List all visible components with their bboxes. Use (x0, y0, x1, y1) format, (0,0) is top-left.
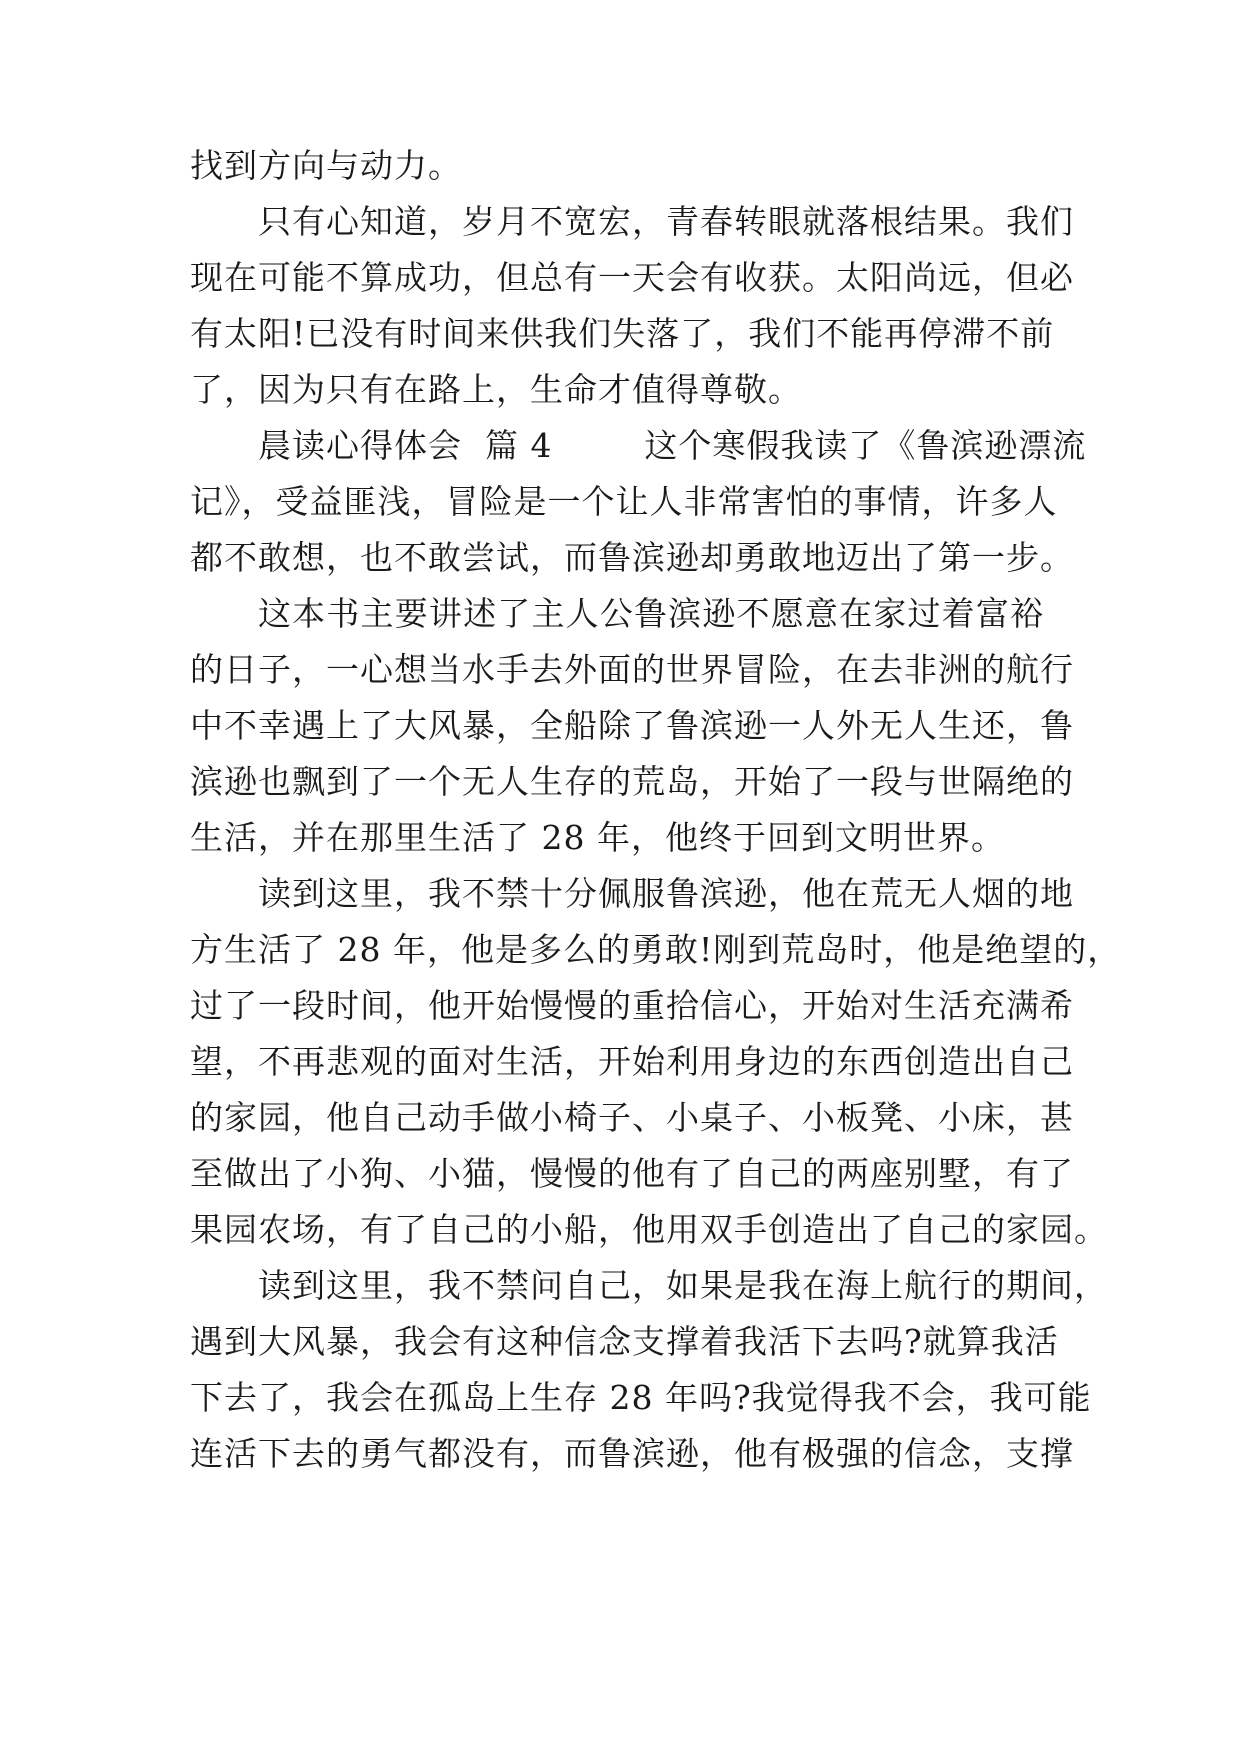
text-line: 都不敢想，也不敢尝试，而鲁滨逊却勇敢地迈出了第一步。 (190, 538, 1074, 577)
text-line: 只有心知道，岁月不宽宏，青春转眼就落根结果。我们 (258, 202, 1074, 241)
text-line: 过了一段时间，他开始慢慢的重拾信心，开始对生活充满希 (190, 986, 1074, 1025)
text-line: 连活下去的勇气都没有，而鲁滨逊，他有极强的信念，支撑 (190, 1434, 1074, 1473)
text-line: 果园农场，有了自己的小船，他用双手创造出了自己的家园。 (190, 1210, 1108, 1249)
text-line: 望，不再悲观的面对生活，开始利用身边的东西创造出自己 (190, 1042, 1074, 1081)
text-line: 的日子，一心想当水手去外面的世界冒险，在去非洲的航行 (190, 650, 1074, 689)
text-line: 了，因为只有在路上，生命才值得尊敬。 (190, 370, 802, 409)
text-line: 生活，并在那里生活了 28 年，他终于回到文明世界。 (190, 818, 1005, 857)
text-line: 至做出了小狗、小猫，慢慢的他有了自己的两座别墅，有了 (190, 1154, 1074, 1193)
text-line: 读到这里，我不禁十分佩服鲁滨逊，他在荒无人烟的地 (258, 874, 1074, 913)
text-line: 读到这里，我不禁问自己，如果是我在海上航行的期间， (258, 1266, 1108, 1305)
text-line: 中不幸遇上了大风暴，全船除了鲁滨逊一人外无人生还，鲁 (190, 706, 1074, 745)
text-line: 记》，受益匪浅，冒险是一个让人非常害怕的事情，许多人 (190, 482, 1058, 521)
text-line: 遇到大风暴，我会有这种信念支撑着我活下去吗?就算我活 (190, 1322, 1059, 1361)
text-line: 的家园，他自己动手做小椅子、小桌子、小板凳、小床，甚 (190, 1098, 1074, 1137)
section-heading-line: 晨读心得体会 篇 4 这个寒假我读了《鲁滨逊漂流 (258, 426, 1087, 465)
text-line: 现在可能不算成功，但总有一天会有收获。太阳尚远，但必 (190, 258, 1074, 297)
text-line: 有太阳!已没有时间来供我们失落了，我们不能再停滞不前 (190, 314, 1055, 353)
text-line: 下去了，我会在孤岛上生存 28 年吗?我觉得我不会，我可能 (190, 1378, 1092, 1417)
text-line: 方生活了 28 年，他是多么的勇敢!刚到荒岛时，他是绝望的， (190, 930, 1122, 969)
text-line: 滨逊也飘到了一个无人生存的荒岛，开始了一段与世隔绝的 (190, 762, 1074, 801)
text-line: 这本书主要讲述了主人公鲁滨逊不愿意在家过着富裕 (258, 594, 1044, 633)
text-line: 找到方向与动力。 (190, 146, 462, 185)
